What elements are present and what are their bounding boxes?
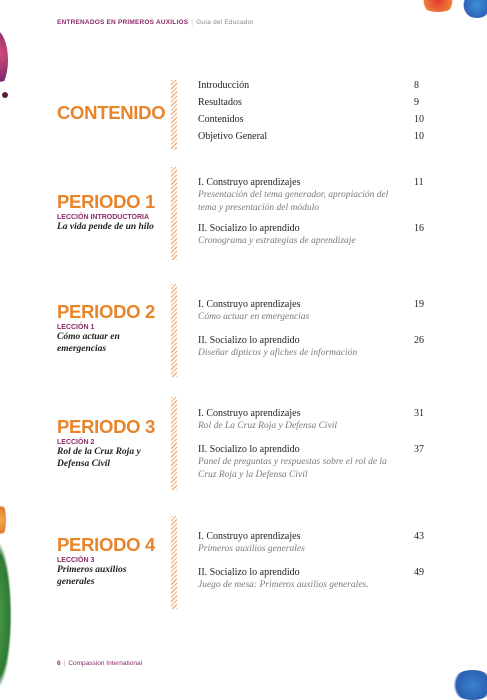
period-lesson: LECCIÓN 1 <box>57 324 95 331</box>
contents-item-page: 8 <box>414 80 419 91</box>
page-number: 6 <box>57 660 61 667</box>
contents-item[interactable] <box>198 113 424 126</box>
entry-title: I. Construyo aprendizajes <box>198 299 301 310</box>
period-lesson: LECCIÓN INTRODUCTORIA <box>57 214 150 221</box>
entry-description: Panel de preguntas y respuestas sobre el rol de la Cruz Roja y la Defensa Civil <box>198 457 387 480</box>
period-entry[interactable] <box>198 566 424 592</box>
footer-organization: Compassion International <box>68 660 143 667</box>
decorative-splash-top-right <box>418 0 458 12</box>
entry-title: I. Construyo aprendizajes <box>198 177 301 188</box>
entry-description: Rol de La Cruz Roja y Defensa Civil <box>198 421 338 431</box>
decorative-splash-top-left-dot <box>2 92 8 98</box>
contents-item[interactable] <box>198 96 424 109</box>
header-separator: | <box>191 19 194 26</box>
entry-description: Primeros auxilios generales <box>198 544 305 554</box>
entry-description: Juego de mesa: Primeros auxilios generales. <box>198 580 369 590</box>
contents-item-page: 10 <box>414 114 424 125</box>
period-lesson-title: Primeros auxilios generales <box>57 565 127 587</box>
period-entry[interactable] <box>198 407 424 433</box>
section-divider <box>171 516 177 609</box>
entry-title: II. Socializo lo aprendido <box>198 335 300 346</box>
contents-item-label: Introducción <box>198 80 250 91</box>
contents-item-page: 10 <box>414 131 424 142</box>
period-title: PERIODO 2 <box>57 301 156 322</box>
period-lesson-title: Rol de la Cruz Roja y Defensa Civil <box>57 447 141 469</box>
entry-title: II. Socializo lo aprendido <box>198 223 300 234</box>
period-entry[interactable] <box>198 222 424 248</box>
entry-page: 26 <box>414 335 424 346</box>
entry-description: Presentación del tema generador, apropiación del tema y presentación del módulo <box>198 190 389 213</box>
period-lesson-title: Cómo actuar en emergencias <box>57 332 120 354</box>
entry-page: 49 <box>414 567 424 578</box>
entry-title: II. Socializo lo aprendido <box>198 567 300 578</box>
decorative-splash-bottom-left <box>0 540 12 690</box>
entry-title: I. Construyo aprendizajes <box>198 408 301 419</box>
period-title: PERIODO 1 <box>57 191 156 212</box>
decorative-splash-top-left <box>0 30 8 90</box>
entry-description: Diseñar dípticos y afiches de información <box>198 348 358 358</box>
period-title: PERIODO 4 <box>57 534 156 555</box>
contents-item-label: Objetivo General <box>198 131 268 142</box>
contents-item[interactable] <box>198 79 424 92</box>
entry-description: Cronograma y estrategias de aprendizaje <box>198 236 356 246</box>
period-title: PERIODO 3 <box>57 416 156 437</box>
section-divider <box>171 397 177 490</box>
section-divider <box>171 167 177 260</box>
contents-item-label: Resultados <box>198 97 242 108</box>
period-lesson-title: La vida pende de un hilo <box>57 222 154 232</box>
entry-page: 31 <box>414 408 424 419</box>
contents-item-page: 9 <box>414 97 419 108</box>
decorative-splash-bottom-right <box>450 670 487 700</box>
page-footer <box>57 660 142 667</box>
section-divider <box>171 80 177 150</box>
header-subtitle: Guía del Educador <box>196 19 254 26</box>
period-lesson: LECCIÓN 2 <box>57 439 95 446</box>
contents-title: CONTENIDO <box>57 102 166 123</box>
entry-page: 19 <box>414 299 424 310</box>
section-divider <box>171 284 177 377</box>
entry-page: 16 <box>414 223 424 234</box>
entry-page: 37 <box>414 444 424 455</box>
header-brand: ENTRENADOS EN PRIMEROS AUXILIOS <box>57 19 189 26</box>
entry-title: I. Construyo aprendizajes <box>198 531 301 542</box>
entry-page: 43 <box>414 531 424 542</box>
entry-title: II. Socializo lo aprendido <box>198 444 300 455</box>
decorative-splash-top-right-2 <box>460 0 487 18</box>
period-entry[interactable] <box>198 334 424 360</box>
period-entry[interactable] <box>198 298 424 324</box>
entry-page: 11 <box>414 177 424 188</box>
contents-item-label: Contenidos <box>198 114 244 125</box>
page-header <box>57 19 254 26</box>
period-entry[interactable] <box>198 176 424 215</box>
period-entry[interactable] <box>198 530 424 556</box>
period-entry[interactable] <box>198 443 424 482</box>
period-lesson: LECCIÓN 3 <box>57 557 95 564</box>
contents-item[interactable] <box>198 130 424 143</box>
footer-separator: | <box>63 660 66 667</box>
decorative-splash-bottom-left-2 <box>0 500 6 540</box>
entry-description: Cómo actuar en emergencias <box>198 312 310 322</box>
